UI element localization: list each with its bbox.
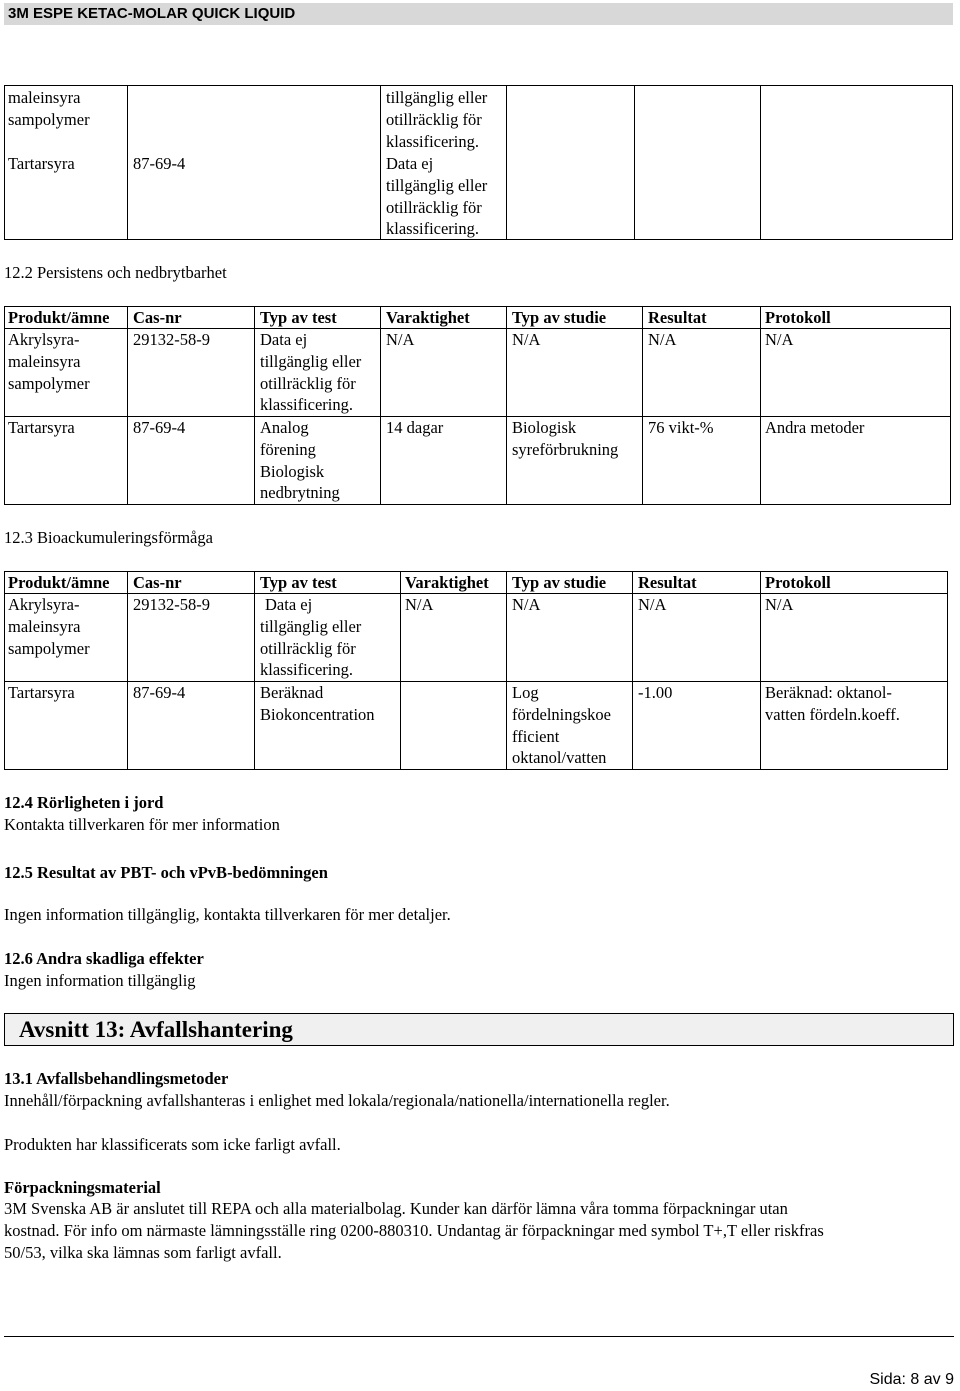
page-number: Sida: 8 av 9	[869, 1371, 954, 1388]
top-row2-test: Data ej tillgänglig eller otillräcklig för klassificering.	[386, 154, 488, 239]
section-13-1-text: Innehåll/förpackning avfallshanteras i enlighet med lokala/regionala/nationella/internationella regler.	[4, 1091, 670, 1110]
study-type-value: Log fördelningskoe fficient oktanol/vatten	[512, 683, 611, 768]
packaging-heading: Förpackningsmaterial	[4, 1178, 161, 1197]
document-header: 3M ESPE KETAC-MOLAR QUICK LIQUID	[4, 3, 953, 25]
col-header-cas: Cas-nr	[133, 308, 182, 327]
test-type-value: Data ej tillgänglig eller otillräcklig för klassificering.	[260, 330, 362, 415]
section-12-4-heading: 12.4 Rörligheten i jord	[4, 793, 164, 812]
col-header-study-type: Typ av studie	[512, 573, 607, 592]
section-13-title: Avsnitt 13: Avfallshantering	[4, 1013, 954, 1046]
section-12-5-heading: 12.5 Resultat av PBT- och vPvB-bedömningen	[4, 863, 328, 882]
top-row2-product: Tartarsyra	[8, 154, 75, 173]
protocol-value: Beräknad: oktanol- vatten fördeln.koeff.	[765, 683, 900, 724]
test-type-value: Beräknad Biokoncentration	[260, 683, 375, 724]
test-type-value: Analog förening Biologisk nedbrytning	[260, 418, 340, 503]
top-row1-test: tillgänglig eller otillräcklig för klassificering.	[386, 88, 488, 151]
result-value: N/A	[648, 330, 677, 349]
table-row: Akrylsyra- maleinsyra sampolymer	[8, 595, 90, 658]
protocol-value: N/A	[765, 330, 794, 349]
footer-divider	[4, 1336, 954, 1337]
col-header-result: Resultat	[648, 308, 707, 327]
duration-value: N/A	[405, 595, 434, 614]
duration-value: N/A	[386, 330, 415, 349]
result-value: 76 vikt-%	[648, 418, 714, 437]
col-header-cas: Cas-nr	[133, 573, 182, 592]
protocol-value: Andra metoder	[765, 418, 865, 437]
col-header-duration: Varaktighet	[386, 308, 470, 327]
test-type-value: Data ej tillgänglig eller otillräcklig för klassificering.	[260, 595, 362, 680]
col-header-product: Produkt/ämne	[8, 308, 110, 327]
section-13-1-classification: Produkten har klassificerats som icke farligt avfall.	[4, 1135, 341, 1154]
col-header-test-type: Typ av test	[260, 308, 337, 327]
section-12-6-heading: 12.6 Andra skadliga effekter	[4, 949, 204, 968]
table-row: Akrylsyra- maleinsyra sampolymer	[8, 330, 90, 393]
result-value: N/A	[638, 595, 667, 614]
col-header-test-type: Typ av test	[260, 573, 337, 592]
section-12-6-text: Ingen information tillgänglig	[4, 971, 196, 990]
duration-value: 14 dagar	[386, 418, 444, 437]
col-header-protocol: Protokoll	[765, 308, 831, 327]
study-type-value: Biologisk syreförbrukning	[512, 418, 619, 459]
top-row2-cas: 87-69-4	[133, 154, 186, 173]
col-header-duration: Varaktighet	[405, 573, 489, 592]
cas-value: 29132-58-9	[133, 330, 210, 349]
cas-value: 29132-58-9	[133, 595, 210, 614]
section-12-2-heading: 12.2 Persistens och nedbrytbarhet	[4, 263, 227, 282]
packaging-text: 3M Svenska AB är anslutet till REPA och alla materialbolag. Kunder kan därför lämna våra tomma förpackningar utan kostnad. För info om närmaste lämningsställe ring 0200-880310. Undantag är förpackningar med symbol T+,T eller riskfras 50/53, vilka ska lämnas som farligt avfall.	[4, 1199, 824, 1262]
top-row1-product: maleinsyra sampolymer	[8, 88, 90, 129]
col-header-result: Resultat	[638, 573, 697, 592]
col-header-study-type: Typ av studie	[512, 308, 607, 327]
table-row: Tartarsyra	[8, 418, 75, 437]
study-type-value: N/A	[512, 595, 541, 614]
result-value: -1.00	[638, 683, 673, 702]
study-type-value: N/A	[512, 330, 541, 349]
section-12-4-text: Kontakta tillverkaren för mer information	[4, 815, 280, 834]
col-header-protocol: Protokoll	[765, 573, 831, 592]
protocol-value: N/A	[765, 595, 794, 614]
section-12-5-text: Ingen information tillgänglig, kontakta tillverkaren för mer detaljer.	[4, 905, 451, 924]
col-header-product: Produkt/ämne	[8, 573, 110, 592]
section-12-3-heading: 12.3 Bioackumuleringsförmåga	[4, 528, 213, 547]
section-13-1-heading: 13.1 Avfallsbehandlingsmetoder	[4, 1069, 229, 1088]
cas-value: 87-69-4	[133, 418, 186, 437]
table-row: Tartarsyra	[8, 683, 75, 702]
cas-value: 87-69-4	[133, 683, 186, 702]
